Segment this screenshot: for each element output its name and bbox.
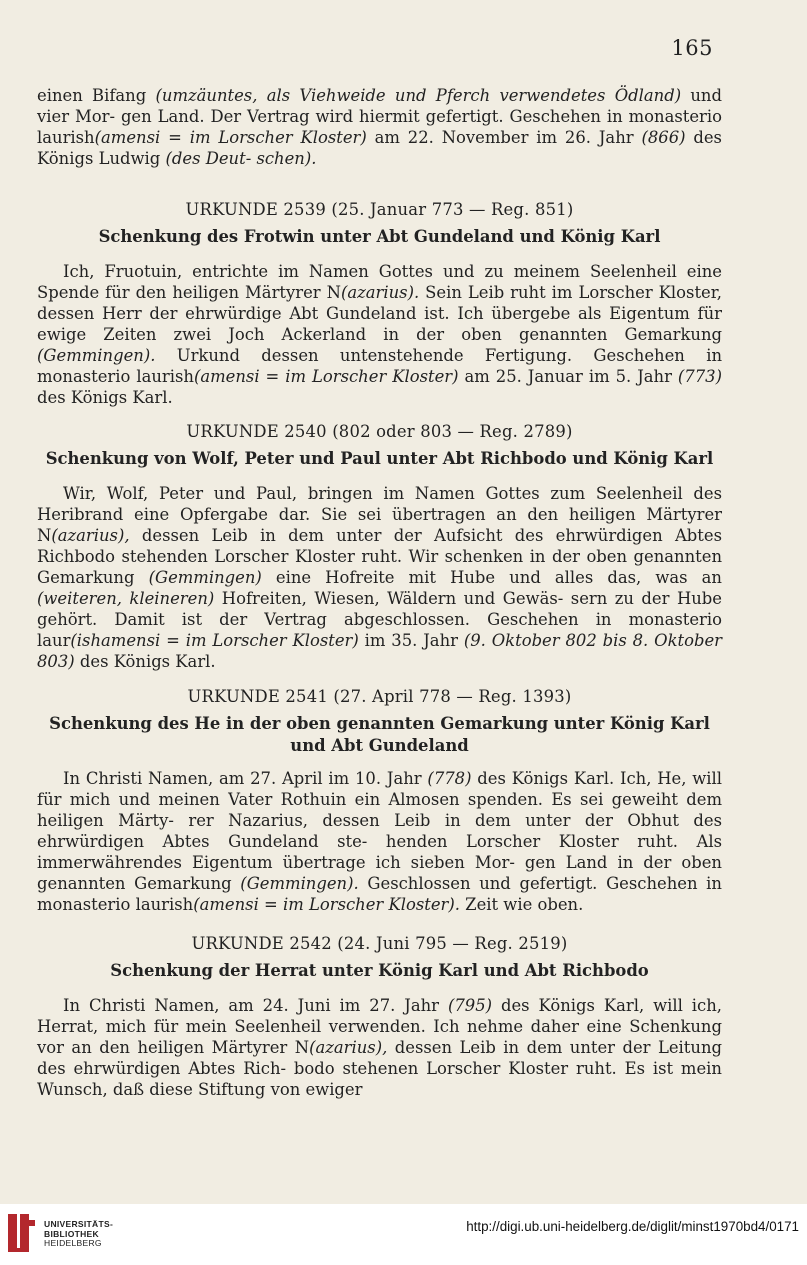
library-logo-icon	[6, 1210, 38, 1256]
text-run: Zeit wie oben.	[459, 895, 584, 914]
italic-text: (795)	[447, 996, 493, 1015]
text-run: des Königs Ludwig	[37, 128, 722, 168]
italic-text: (773)	[677, 367, 722, 386]
text-run: Geschehen in monasterio laurish	[37, 874, 722, 914]
title-line: und Abt Gundeland	[290, 736, 469, 755]
document-body-2541	[37, 768, 722, 915]
italic-text: (amensi = im Lorscher Kloster)	[193, 367, 459, 386]
paragraph-text	[37, 995, 722, 1100]
italic-text: (azarius).	[340, 283, 420, 302]
text-run: dessen Leib in dem unter der Leitung des ehrwürdigen Abtes Rich-	[37, 1038, 722, 1078]
italic-text: (778)	[427, 769, 472, 788]
paragraph-text	[37, 768, 722, 915]
text-run: Sein Leib ruht im Lorscher Kloster, dessen Herr der	[37, 283, 722, 323]
library-name-line: HEIDELBERG	[44, 1238, 102, 1248]
paragraph-text	[37, 483, 722, 672]
italic-text: (amensi = im Lorscher Kloster).	[193, 895, 460, 914]
document-heading-2542: URKUNDE 2542 (24. Juni 795 — Reg. 2519)	[191, 934, 568, 953]
intro-paragraph	[37, 85, 722, 169]
footer-bar	[0, 1204, 807, 1265]
library-name-line: BIBLIOTHEK	[44, 1228, 99, 1239]
page-number: 165	[671, 36, 713, 60]
italic-text: (ishamensi = im Lorscher Kloster)	[70, 631, 359, 650]
italic-text: schen).	[256, 149, 317, 168]
italic-text: (866)	[641, 128, 686, 147]
text-run: Urkund dessen untenstehende	[155, 346, 464, 365]
text-run: eine Hofreite mit	[261, 568, 436, 587]
library-name-line: UNIVERSITÄTS-	[44, 1219, 114, 1229]
text-run: bodo stehenen Lorscher Kloster ruht. Es ist mein Wunsch, daß diese Stiftung von ewiger	[37, 1059, 722, 1099]
document-heading-2541: URKUNDE 2541 (27. April 778 — Reg. 1393)	[187, 687, 572, 706]
text-run: am 25. Januar	[458, 367, 583, 386]
text-run: Wir, Wolf, Peter und Paul, bringen im Namen Gottes zum Seelenheil des Heribrand	[37, 484, 722, 524]
library-name	[44, 1220, 113, 1249]
italic-text: (des Deut-	[165, 149, 252, 168]
text-run: in dem unter der Aufsicht des ehrwürdigen Abtes Richbodo stehenden Lorscher Kloster	[37, 526, 722, 566]
text-run: Ackerland in der oben genannten Gemarkung	[281, 325, 723, 344]
title-line: Schenkung des He in der oben genannten Gemarkung unter König Karl	[49, 714, 710, 733]
text-run: Hofreiten, Wiesen, Wäldern und Gewäs-	[214, 589, 564, 608]
text-run: Ich, Fruotuin, entrichte im Namen Gottes und zu meinem Seelenheil eine Spende für	[37, 262, 722, 302]
text-run: des Königs Karl, will ich, Herrat,	[37, 996, 722, 1036]
text-run: einen Bifang	[37, 86, 156, 105]
italic-text: (Gemmingen).	[240, 874, 359, 893]
text-run: den heiligen Märtyrer N	[135, 283, 341, 302]
text-run: henden Lorscher Kloster ruht. Als immerwährendes Eigentum übertrage ich sieben Mor-	[37, 832, 722, 872]
paragraph-text	[37, 85, 722, 169]
italic-text: (azarius),	[51, 526, 130, 545]
text-run: Geschlossen und gefertigt.	[358, 874, 598, 893]
italic-text: (weiteren, kleineren)	[37, 589, 215, 608]
text-run: ehrwürdige Abt Gundeland ist. Ich übergebe als Eigentum für ewige Zeiten zwei Joch	[37, 304, 722, 344]
text-run: des Königs Karl. Ich, He, will für	[37, 769, 722, 809]
text-run: im 35. Jahr	[358, 631, 464, 650]
document-body-2540	[37, 483, 722, 672]
text-run: des Königs Karl.	[37, 388, 173, 407]
title-line: Schenkung der Herrat unter König Karl und Abt Richbodo	[110, 961, 649, 980]
source-url-link[interactable]: http://digi.ub.uni-heidelberg.de/diglit/minst1970bd4/0171	[466, 1219, 799, 1234]
document-title-2542	[37, 960, 722, 982]
text-run: Hube und alles das, was an	[450, 568, 722, 587]
text-run: gen Land. Der Vertrag wird hiermit gefertigt. Geschehen in monasterio laurish	[37, 107, 722, 147]
document-body-2542	[37, 995, 722, 1100]
document-title-2539	[37, 226, 722, 248]
text-run: und vier Mor-	[37, 86, 722, 126]
text-run: Fertigung. Geschehen in monasterio laurish	[37, 346, 722, 386]
document-heading-2539: URKUNDE 2539 (25. Januar 773 — Reg. 851)	[185, 200, 574, 219]
text-run: ruht. Wir schenken in der oben genannten Gemarkung	[37, 547, 722, 587]
text-run: In Christi Namen, am 24. Juni im 27. Jahr	[63, 996, 448, 1015]
text-run: rer Nazarius, dessen Leib in dem unter der Obhut des ehrwürdigen Abtes Gundeland ste-	[37, 811, 722, 851]
italic-text: (umzäuntes, als Viehweide und Pferch verwendetes Ödland)	[155, 86, 682, 105]
text-run: eine Opfergabe dar. Sie sei übertragen an den heiligen Märtyrer N	[37, 505, 722, 545]
text-run: dessen Leib	[129, 526, 248, 545]
paragraph-text	[37, 261, 722, 408]
text-run: Märtyrer N	[211, 1038, 310, 1057]
italic-text: (Gemmingen).	[37, 346, 156, 365]
text-run: am 22. November im 26. Jahr	[366, 128, 642, 147]
document-title-2541	[37, 713, 722, 757]
text-run: sern zu der Hube gehört. Damit ist der Vertrag abgeschlossen. Geschehen in monasterio	[37, 589, 722, 629]
title-line: Schenkung von Wolf, Peter und Paul unter Abt Richbodo und König Karl	[45, 449, 714, 468]
text-run: mich und meinen Vater Rothuin ein Almosen spenden. Es sei geweiht dem heiligen Märty-	[37, 790, 722, 830]
document-body-2539	[37, 261, 722, 408]
italic-text: (azarius),	[309, 1038, 388, 1057]
document-title-2540	[37, 448, 722, 470]
italic-text: (9. Oktober 802 bis 8. Oktober 803)	[37, 631, 722, 671]
text-run: des Königs Karl.	[79, 652, 216, 671]
italic-text: (amensi =	[94, 128, 182, 147]
italic-text: (Gemmingen)	[148, 568, 262, 587]
text-run: im 5. Jahr	[588, 367, 678, 386]
text-run: gen Land in der oben genannten Gemarkung	[37, 853, 722, 893]
text-run: laur	[37, 631, 71, 650]
italic-text: im Lorscher Kloster)	[189, 128, 367, 147]
document-heading-2540: URKUNDE 2540 (802 oder 803 — Reg. 2789)	[186, 422, 573, 441]
text-run: In Christi Namen, am 27. April im 10. Jahr	[63, 769, 428, 788]
title-line: Schenkung des Frotwin unter Abt Gundeland und König Karl	[98, 227, 661, 246]
text-run: mich für mein Seelenheil verwenden. Ich nehme daher eine Schenkung vor an den heiligen	[37, 1017, 722, 1057]
